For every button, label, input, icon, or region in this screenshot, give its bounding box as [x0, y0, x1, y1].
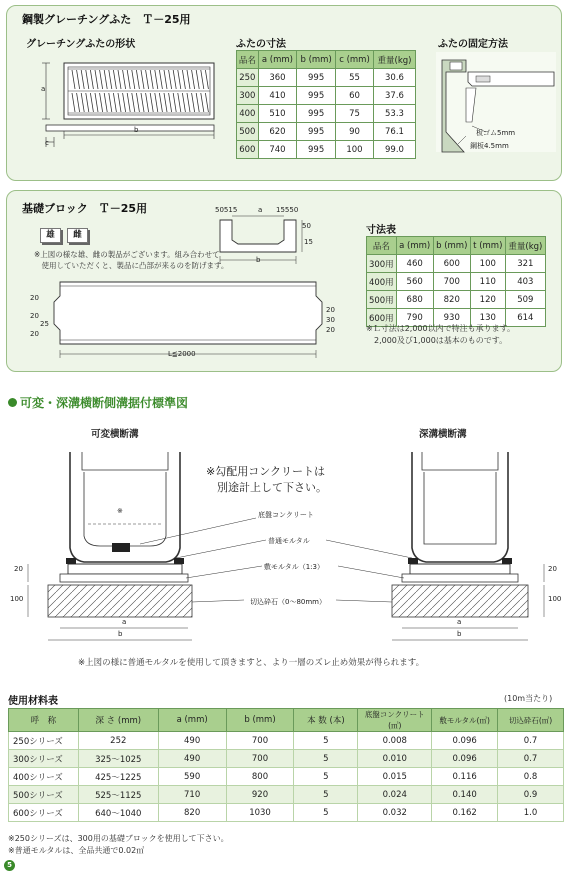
- table-cell: 252: [78, 732, 158, 750]
- table-row: [9, 804, 564, 822]
- male-tag: 雄: [40, 228, 61, 243]
- table-cell: 509: [505, 291, 545, 309]
- table-cell: 500シリーズ: [9, 786, 79, 804]
- block-length-note-2: 2,000及び1,000は基本のものです。: [366, 336, 508, 345]
- block-left-dim-1: 20: [30, 294, 39, 302]
- col-header: a (mm): [158, 709, 226, 732]
- table-cell: 500用: [367, 291, 397, 309]
- table-cell: 600シリーズ: [9, 804, 79, 822]
- left-h20-label: 20: [14, 565, 23, 573]
- table-cell: 0.096: [432, 732, 498, 750]
- grating-a-label: a: [41, 85, 46, 93]
- bottom-concrete-label: 底盤コンクリート: [258, 511, 314, 519]
- table-cell: 600用: [367, 309, 397, 327]
- grating-lid-title: 鋼製グレーチングふた Ｔ－25用: [22, 13, 191, 26]
- table-cell: 410: [258, 87, 297, 105]
- table-cell: 510: [258, 105, 297, 123]
- table-cell: 995: [297, 141, 336, 159]
- table-cell: 700: [226, 732, 294, 750]
- right-b-label: b: [457, 630, 462, 638]
- table-cell: 614: [505, 309, 545, 327]
- col-header: 呼 称: [9, 709, 79, 732]
- table-cell: 0.8: [498, 768, 564, 786]
- table-cell: 360: [258, 69, 297, 87]
- table-cell: 425～1225: [78, 768, 158, 786]
- table-cell: 0.010: [358, 750, 432, 768]
- col-header: 深 さ (mm): [78, 709, 158, 732]
- col-header: b (mm): [226, 709, 294, 732]
- fixing-rubber-label: 板ゴム5mm: [476, 129, 516, 137]
- table-cell: 5: [294, 786, 358, 804]
- materials-unit: (10m当たり): [504, 694, 553, 703]
- table-cell: 680: [396, 291, 433, 309]
- table-cell: 100: [336, 141, 374, 159]
- block-length-note-1: ※Ｌ寸法は2,000以内で特注も承ります。: [366, 324, 515, 333]
- gravel-label: 切込砕石（0～80mm）: [250, 598, 326, 606]
- col-header: b (mm): [433, 237, 470, 255]
- table-cell: 995: [297, 123, 336, 141]
- table-row: [237, 123, 416, 141]
- deep-trench-title: 深溝横断溝: [419, 429, 467, 440]
- table-header-row: [9, 709, 564, 732]
- table-cell: 740: [258, 141, 297, 159]
- left-channel-mark: ※: [117, 507, 123, 515]
- block-left-dim-3: 25: [40, 320, 49, 328]
- table-cell: 790: [396, 309, 433, 327]
- table-cell: 600: [237, 141, 259, 159]
- table-cell: 0.116: [432, 768, 498, 786]
- right-h20-label: 20: [548, 565, 557, 573]
- table-cell: 403: [505, 273, 545, 291]
- grating-c-label: c: [45, 139, 49, 147]
- gradient-concrete-note-2: 別途計上して下さい。: [206, 481, 327, 494]
- variable-trench-title: 可変横断溝: [91, 429, 139, 440]
- table-cell: 5: [294, 804, 358, 822]
- table-cell: 130: [470, 309, 505, 327]
- installation-section-heading: [8, 394, 188, 411]
- page-number-badge: [4, 860, 15, 871]
- col-header: 重量(kg): [373, 51, 415, 69]
- table-row: [237, 105, 416, 123]
- grating-drawing: [30, 55, 220, 155]
- table-cell: 0.024: [358, 786, 432, 804]
- lid-dimensions-table: [236, 50, 416, 159]
- block-profile-drawing: [218, 214, 308, 266]
- table-cell: 710: [158, 786, 226, 804]
- col-header: c (mm): [336, 51, 374, 69]
- table-row: [9, 750, 564, 768]
- table-row: [367, 291, 546, 309]
- block-right-dim-2: 30: [326, 316, 335, 324]
- col-header: 切込砕石(㎥): [498, 709, 564, 732]
- table-header-row: [367, 237, 546, 255]
- col-header: 敷モルタル(㎥): [432, 709, 498, 732]
- table-cell: 300用: [367, 255, 397, 273]
- left-b-label: b: [118, 630, 123, 638]
- table-cell: 110: [470, 273, 505, 291]
- table-cell: 640～1040: [78, 804, 158, 822]
- table-cell: 590: [158, 768, 226, 786]
- table-cell: 300シリーズ: [9, 750, 79, 768]
- table-row: [9, 768, 564, 786]
- table-row: [237, 141, 416, 159]
- col-header: b (mm): [297, 51, 336, 69]
- spread-mortar-label: 敷モルタル（1:3）: [264, 563, 324, 571]
- table-cell: 820: [158, 804, 226, 822]
- table-cell: 400シリーズ: [9, 768, 79, 786]
- table-cell: 0.032: [358, 804, 432, 822]
- table-cell: 995: [297, 105, 336, 123]
- table-cell: 500: [237, 123, 259, 141]
- table-cell: 90: [336, 123, 374, 141]
- profile-right-dim: 15550: [276, 206, 299, 214]
- table-cell: 400: [237, 105, 259, 123]
- table-cell: 995: [297, 87, 336, 105]
- profile-b-label: b: [256, 256, 261, 264]
- table-cell: 600: [433, 255, 470, 273]
- table-header-row: [237, 51, 416, 69]
- table-cell: 250シリーズ: [9, 732, 79, 750]
- heading-bullet-icon: [8, 398, 17, 407]
- male-female-note-2: 使用していただくと、製品に凸部が来るのを防げます。: [34, 261, 229, 270]
- table-cell: 920: [226, 786, 294, 804]
- table-cell: 0.015: [358, 768, 432, 786]
- table-cell: 5: [294, 732, 358, 750]
- table-cell: 490: [158, 732, 226, 750]
- col-header: t (mm): [470, 237, 505, 255]
- materials-table: [8, 708, 564, 822]
- table-cell: 53.3: [373, 105, 415, 123]
- table-cell: 525～1125: [78, 786, 158, 804]
- left-h100-label: 100: [10, 595, 24, 603]
- table-row: [9, 786, 564, 804]
- foundation-block-title: 基礎ブロック Ｔ－25用: [22, 202, 148, 215]
- block-right-dim-1: 20: [326, 306, 335, 314]
- left-a-label: a: [122, 618, 127, 626]
- lid-dimensions-title: ふたの寸法: [236, 39, 286, 50]
- table-cell: 700: [433, 273, 470, 291]
- right-h100-label: 100: [548, 595, 562, 603]
- table-cell: 37.6: [373, 87, 415, 105]
- table-cell: 250: [237, 69, 259, 87]
- table-cell: 300: [237, 87, 259, 105]
- page-number: 5: [7, 861, 12, 869]
- grating-b-label: b: [134, 126, 139, 134]
- profile-left-dim: 50515: [215, 206, 238, 214]
- col-header: a (mm): [258, 51, 297, 69]
- table-cell: 400用: [367, 273, 397, 291]
- table-cell: 1030: [226, 804, 294, 822]
- table-cell: 5: [294, 750, 358, 768]
- table-cell: 100: [470, 255, 505, 273]
- table-cell: 120: [470, 291, 505, 309]
- block-left-dim-2: 20: [30, 312, 39, 320]
- block-dimensions-table: [366, 236, 546, 327]
- male-female-note-1: ※上図の様な雄、雌の製品がございます。組み合わせて: [34, 250, 220, 259]
- profile-side-50: 50: [302, 222, 311, 230]
- right-a-label: a: [457, 618, 462, 626]
- table-cell: 620: [258, 123, 297, 141]
- table-cell: 76.1: [373, 123, 415, 141]
- col-header: 品名: [367, 237, 397, 255]
- block-right-dim-3: 20: [326, 326, 335, 334]
- table-cell: 700: [226, 750, 294, 768]
- table-cell: 0.140: [432, 786, 498, 804]
- col-header: 本 数 (本): [294, 709, 358, 732]
- table-cell: 560: [396, 273, 433, 291]
- table-cell: 930: [433, 309, 470, 327]
- profile-a-label: a: [258, 206, 263, 214]
- table-cell: 490: [158, 750, 226, 768]
- mortar-footnote: ※上図の様に普通モルタルを使用して頂きますと、より一層のズレ止め効果が得られます。: [78, 658, 425, 668]
- table-cell: 5: [294, 768, 358, 786]
- materials-note-1: ※250シリーズは、300用の基礎ブロックを使用して下さい。: [8, 834, 229, 843]
- table-cell: 0.7: [498, 732, 564, 750]
- profile-side-15: 15: [304, 238, 313, 246]
- table-cell: 325～1025: [78, 750, 158, 768]
- table-cell: 800: [226, 768, 294, 786]
- materials-title: 使用材料表: [8, 696, 58, 707]
- block-length-label: L≦2000: [168, 350, 196, 358]
- col-header: 品名: [237, 51, 259, 69]
- table-row: [9, 732, 564, 750]
- heading-text: 可変・深溝横断側溝据付標準図: [20, 396, 189, 410]
- table-cell: 321: [505, 255, 545, 273]
- col-header: 底盤コンクリート(㎥): [358, 709, 432, 732]
- table-row: [237, 87, 416, 105]
- col-header: 重量(kg): [505, 237, 545, 255]
- table-cell: 0.162: [432, 804, 498, 822]
- table-cell: 99.0: [373, 141, 415, 159]
- mortar-label: 普通モルタル: [268, 537, 310, 545]
- table-cell: 60: [336, 87, 374, 105]
- lid-fixing-title: ふたの固定方法: [438, 39, 508, 50]
- table-row: [237, 69, 416, 87]
- table-cell: 0.096: [432, 750, 498, 768]
- table-cell: 30.6: [373, 69, 415, 87]
- table-cell: 0.008: [358, 732, 432, 750]
- table-cell: 460: [396, 255, 433, 273]
- grating-shape-title: グレーチングふたの形状: [26, 39, 136, 50]
- table-cell: 75: [336, 105, 374, 123]
- materials-note-2: ※普通モルタルは、全品共通で0.02㎥: [8, 846, 145, 855]
- table-cell: 1.0: [498, 804, 564, 822]
- female-tag: 雌: [67, 228, 88, 243]
- fixing-steel-label: 鋼板4.5mm: [470, 142, 509, 150]
- table-cell: 820: [433, 291, 470, 309]
- table-cell: 0.7: [498, 750, 564, 768]
- table-row: [367, 273, 546, 291]
- block-dimensions-title: 寸法表: [366, 225, 396, 236]
- table-cell: 55: [336, 69, 374, 87]
- col-header: a (mm): [396, 237, 433, 255]
- table-cell: 0.9: [498, 786, 564, 804]
- table-row: [367, 255, 546, 273]
- table-cell: 995: [297, 69, 336, 87]
- block-left-dim-4: 20: [30, 330, 39, 338]
- gradient-concrete-note-1: ※勾配用コンクリートは: [206, 465, 325, 478]
